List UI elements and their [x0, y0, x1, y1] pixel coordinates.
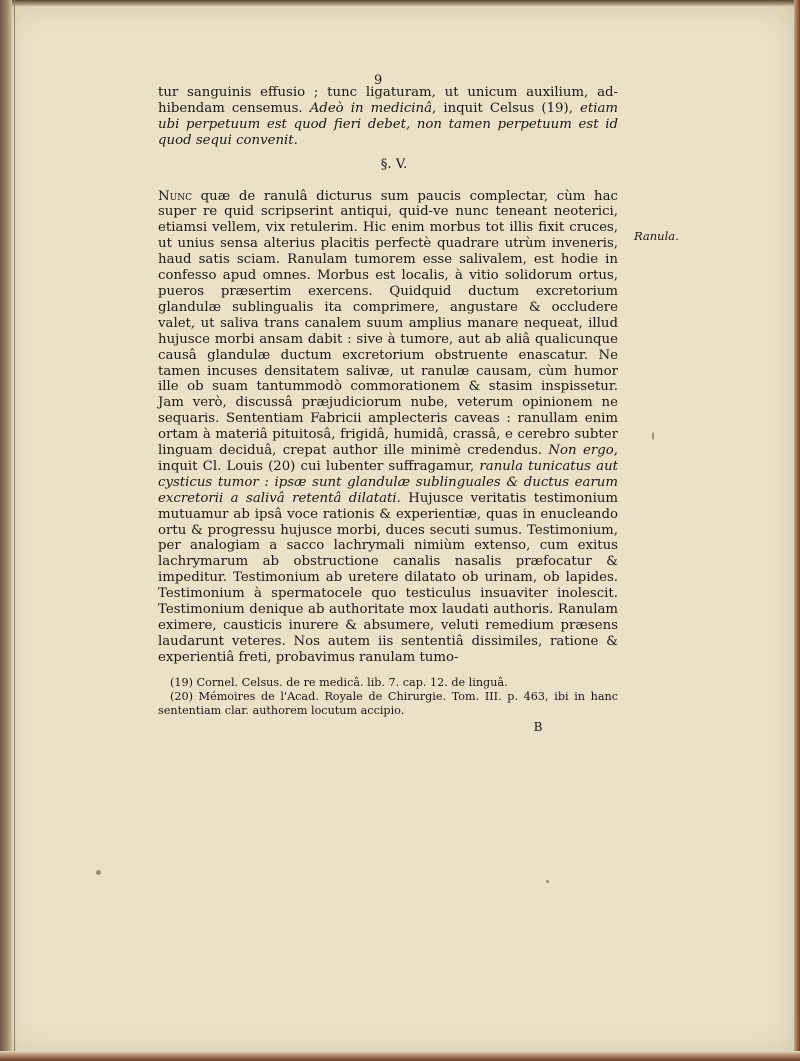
text-block	[158, 85, 618, 736]
page-right-edge	[794, 0, 800, 1061]
paper-speck	[652, 432, 654, 440]
binding-edge	[0, 0, 12, 1061]
opening-line-3: etiam ubi perpetuum est quod fieri debet, non tamen perpetuum	[158, 100, 618, 132]
quote-intro: Non ergo	[548, 443, 614, 459]
opening-line-4: est id quod sequi convenit.	[158, 116, 618, 148]
main-text-part-3: Hujusce veritatis testimonium mutuamur ab ipsâ voce rationis & experientiæ, quas in enucleando ortu & progressu hujusce morbi, duces secuti sumus. Testimonium, per analogiam a sacco lachrymali nimiùm extenso, cum exitus lachrymarum ab obstructione canalis nasalis præfocatur & impeditur. Testimonium ab uretere dilatato ob urinam, ob lapides. Testimonium à spermatocele quo testiculus insuaviter inolescit. Testimonium denique ab authoritate mox laudati authoris. Ranulam eximere, causticis inurere & absumere, veluti remedium præsens laudarunt veteres. Nos autem iis sententiâ dissimiles, ratione & experientiâ freti, probavimus ranulam tumo-	[158, 490, 618, 665]
marginal-note: Ranula.	[634, 229, 679, 243]
main-text-part-1: quæ de ranulâ dicturus sum paucis complectar, cùm hac super re quid scripserint antiqui, quid-ve nunc teneant neoterici, etiamsi vellem, vix retulerim. Hic enim morbus tot illis fixit cruces, ut unius sensa alterius placitis perfectè quadrare utrùm inveneris, haud satis sciam. Ranulam tumorem esse salivalem, est hodie in confesso apud omnes. Morbus est localis, à vitio solidorum ortus, pueros præsertim exercens. Quidquid ductum excretorium glandulæ sublingualis ita comprimere, angustare & occludere valet, ut saliva trans canalem suum amplius manare nequeat, illud hujusce morbi ansam dabit : sive à tumore, aut ab aliâ qualicunque causâ glandulæ ductum excretorium obstruente enascatur. Ne tamen incuses densitatem salivæ, ut ranulæ causam, cùm humor ille ob suam tantummodò commorationem & stasim inspissetur. Jam verò, discussâ præjudiciorum nube, veterum opinionem ne sequaris. Sententiam Fabricii amplecteris caveas : ranullam enim ortam à materiâ pituitosâ, frigidâ, humidâ, crassâ, e cerebro subter linguam deciduâ, crepat author ille minimè credendus.	[158, 188, 618, 459]
opening-italic-phrase: Adeò in medicinâ	[309, 100, 433, 116]
opening-line-2: hibendam censemus.	[158, 100, 310, 116]
catchword: B	[533, 719, 543, 734]
paper-speck	[546, 880, 549, 883]
paper-speck	[96, 870, 101, 875]
page-bottom-edge	[0, 1051, 800, 1061]
opening-paragraph	[158, 85, 618, 149]
initial-word: Nunc	[158, 188, 192, 204]
main-text-part-2: , inquit Cl. Louis (20) cui lubenter suffragamur,	[158, 443, 618, 474]
binding-line	[14, 0, 15, 1061]
footnotes	[158, 676, 618, 718]
footnote-20: (20) Mémoires de l'Acad. Royale de Chirurgie. Tom. III. p. 463, ibi in hanc sententiam clar. authorem locutum accipio.	[158, 689, 618, 717]
footnote-19: (19) Cornel. Celsus. de re medicâ. lib. 7. cap. 12. de linguâ.	[170, 675, 508, 689]
opening-line-2-end: , inquit Celsus (19),	[432, 100, 573, 116]
page-top-edge	[0, 0, 800, 6]
section-heading: §. V.	[380, 156, 408, 172]
opening-line-1: tur sanguinis effusio ; tunc ligaturam, ut unicum auxilium, ad-	[158, 85, 618, 100]
main-paragraph	[158, 189, 618, 666]
page-number: 9	[374, 73, 383, 88]
louis-quote: ranula tunicatus aut cysticus tumor : ipsæ sunt glandulæ sublinguales & ductus earum excretorii a salivâ retentâ dilatati.	[158, 458, 618, 506]
